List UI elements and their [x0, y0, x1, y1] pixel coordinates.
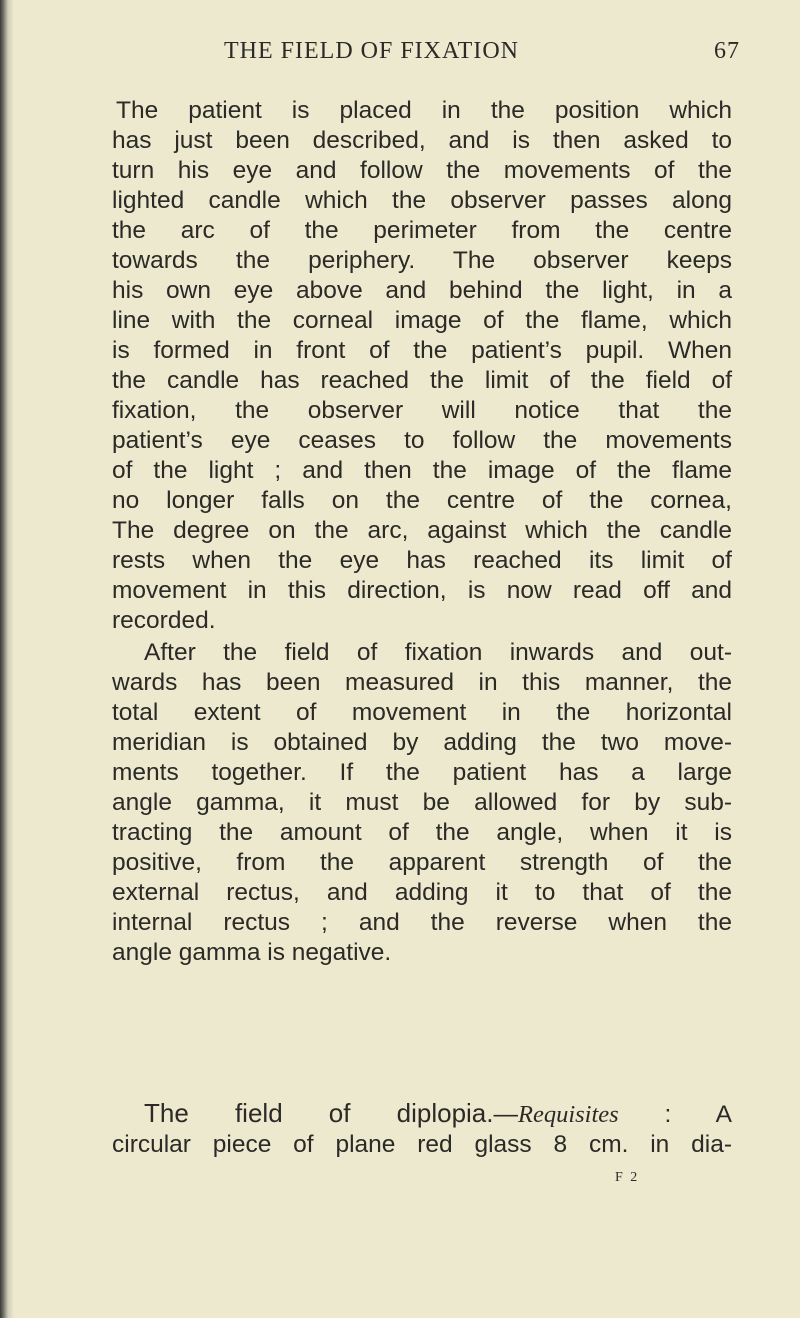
text-line: meridian is obtained by adding the two move- — [112, 729, 732, 756]
text-line: movement in this direction, is now read off and — [112, 577, 732, 604]
text-line: of the light ; and then the image of the flame — [112, 457, 732, 484]
page-number: 67 — [714, 38, 740, 64]
text-line: total extent of movement in the horizontal — [112, 699, 732, 726]
em-dash: — — [493, 1101, 518, 1128]
text-line: The degree on the arc, against which the candle — [112, 517, 732, 544]
text-line: positive, from the apparent strength of the — [112, 849, 732, 876]
text-line: The patient is placed in the position which — [116, 97, 732, 124]
text-line: tracting the amount of the angle, when it is — [112, 819, 732, 846]
text-line: After the field of fixation inwards and out- — [144, 639, 732, 666]
book-gutter-edge — [0, 0, 14, 1318]
text-line: the candle has reached the limit of the field of — [112, 367, 732, 394]
running-head — [112, 38, 752, 74]
text-line: the arc of the perimeter from the centre — [112, 217, 732, 244]
section-heading: The field of diplopia. — [144, 1098, 494, 1128]
text-line: no longer falls on the centre of the cornea, — [112, 487, 732, 514]
text-line: line with the corneal image of the flame, which — [112, 307, 732, 334]
text-line: has just been described, and is then asked to — [112, 127, 732, 154]
text-line: turn his eye and follow the movements of the — [112, 157, 732, 184]
text-line: patient’s eye ceases to follow the movements — [112, 427, 732, 454]
text-line: towards the periphery. The observer keeps — [112, 247, 732, 274]
section-heading-line — [144, 1098, 732, 1130]
text-line: his own eye above and behind the light, in a — [112, 277, 732, 304]
text-line: rests when the eye has reached its limit of — [112, 547, 732, 574]
signature-mark: F 2 — [615, 1170, 640, 1185]
text-line: circular piece of plane red glass 8 cm. in dia- — [112, 1131, 732, 1158]
text-line: wards has been measured in this manner, the — [112, 669, 732, 696]
requisites-label: Requisites — [518, 1101, 619, 1128]
text-line: lighted candle which the observer passes along — [112, 187, 732, 214]
text-line: fixation, the observer will notice that the — [112, 397, 732, 424]
text-line: angle gamma is negative. — [112, 939, 392, 966]
requisites-rest: : A — [618, 1101, 732, 1128]
text-line: angle gamma, it must be allowed for by sub- — [112, 789, 732, 816]
text-line: ments together. If the patient has a large — [112, 759, 732, 786]
text-line: is formed in front of the patient’s pupil. When — [112, 337, 732, 364]
text-line: internal rectus ; and the reverse when the — [112, 909, 732, 936]
text-line: external rectus, and adding it to that of the — [112, 879, 732, 906]
running-title: THE FIELD OF FIXATION — [224, 38, 519, 64]
text-line: recorded. — [112, 607, 216, 634]
